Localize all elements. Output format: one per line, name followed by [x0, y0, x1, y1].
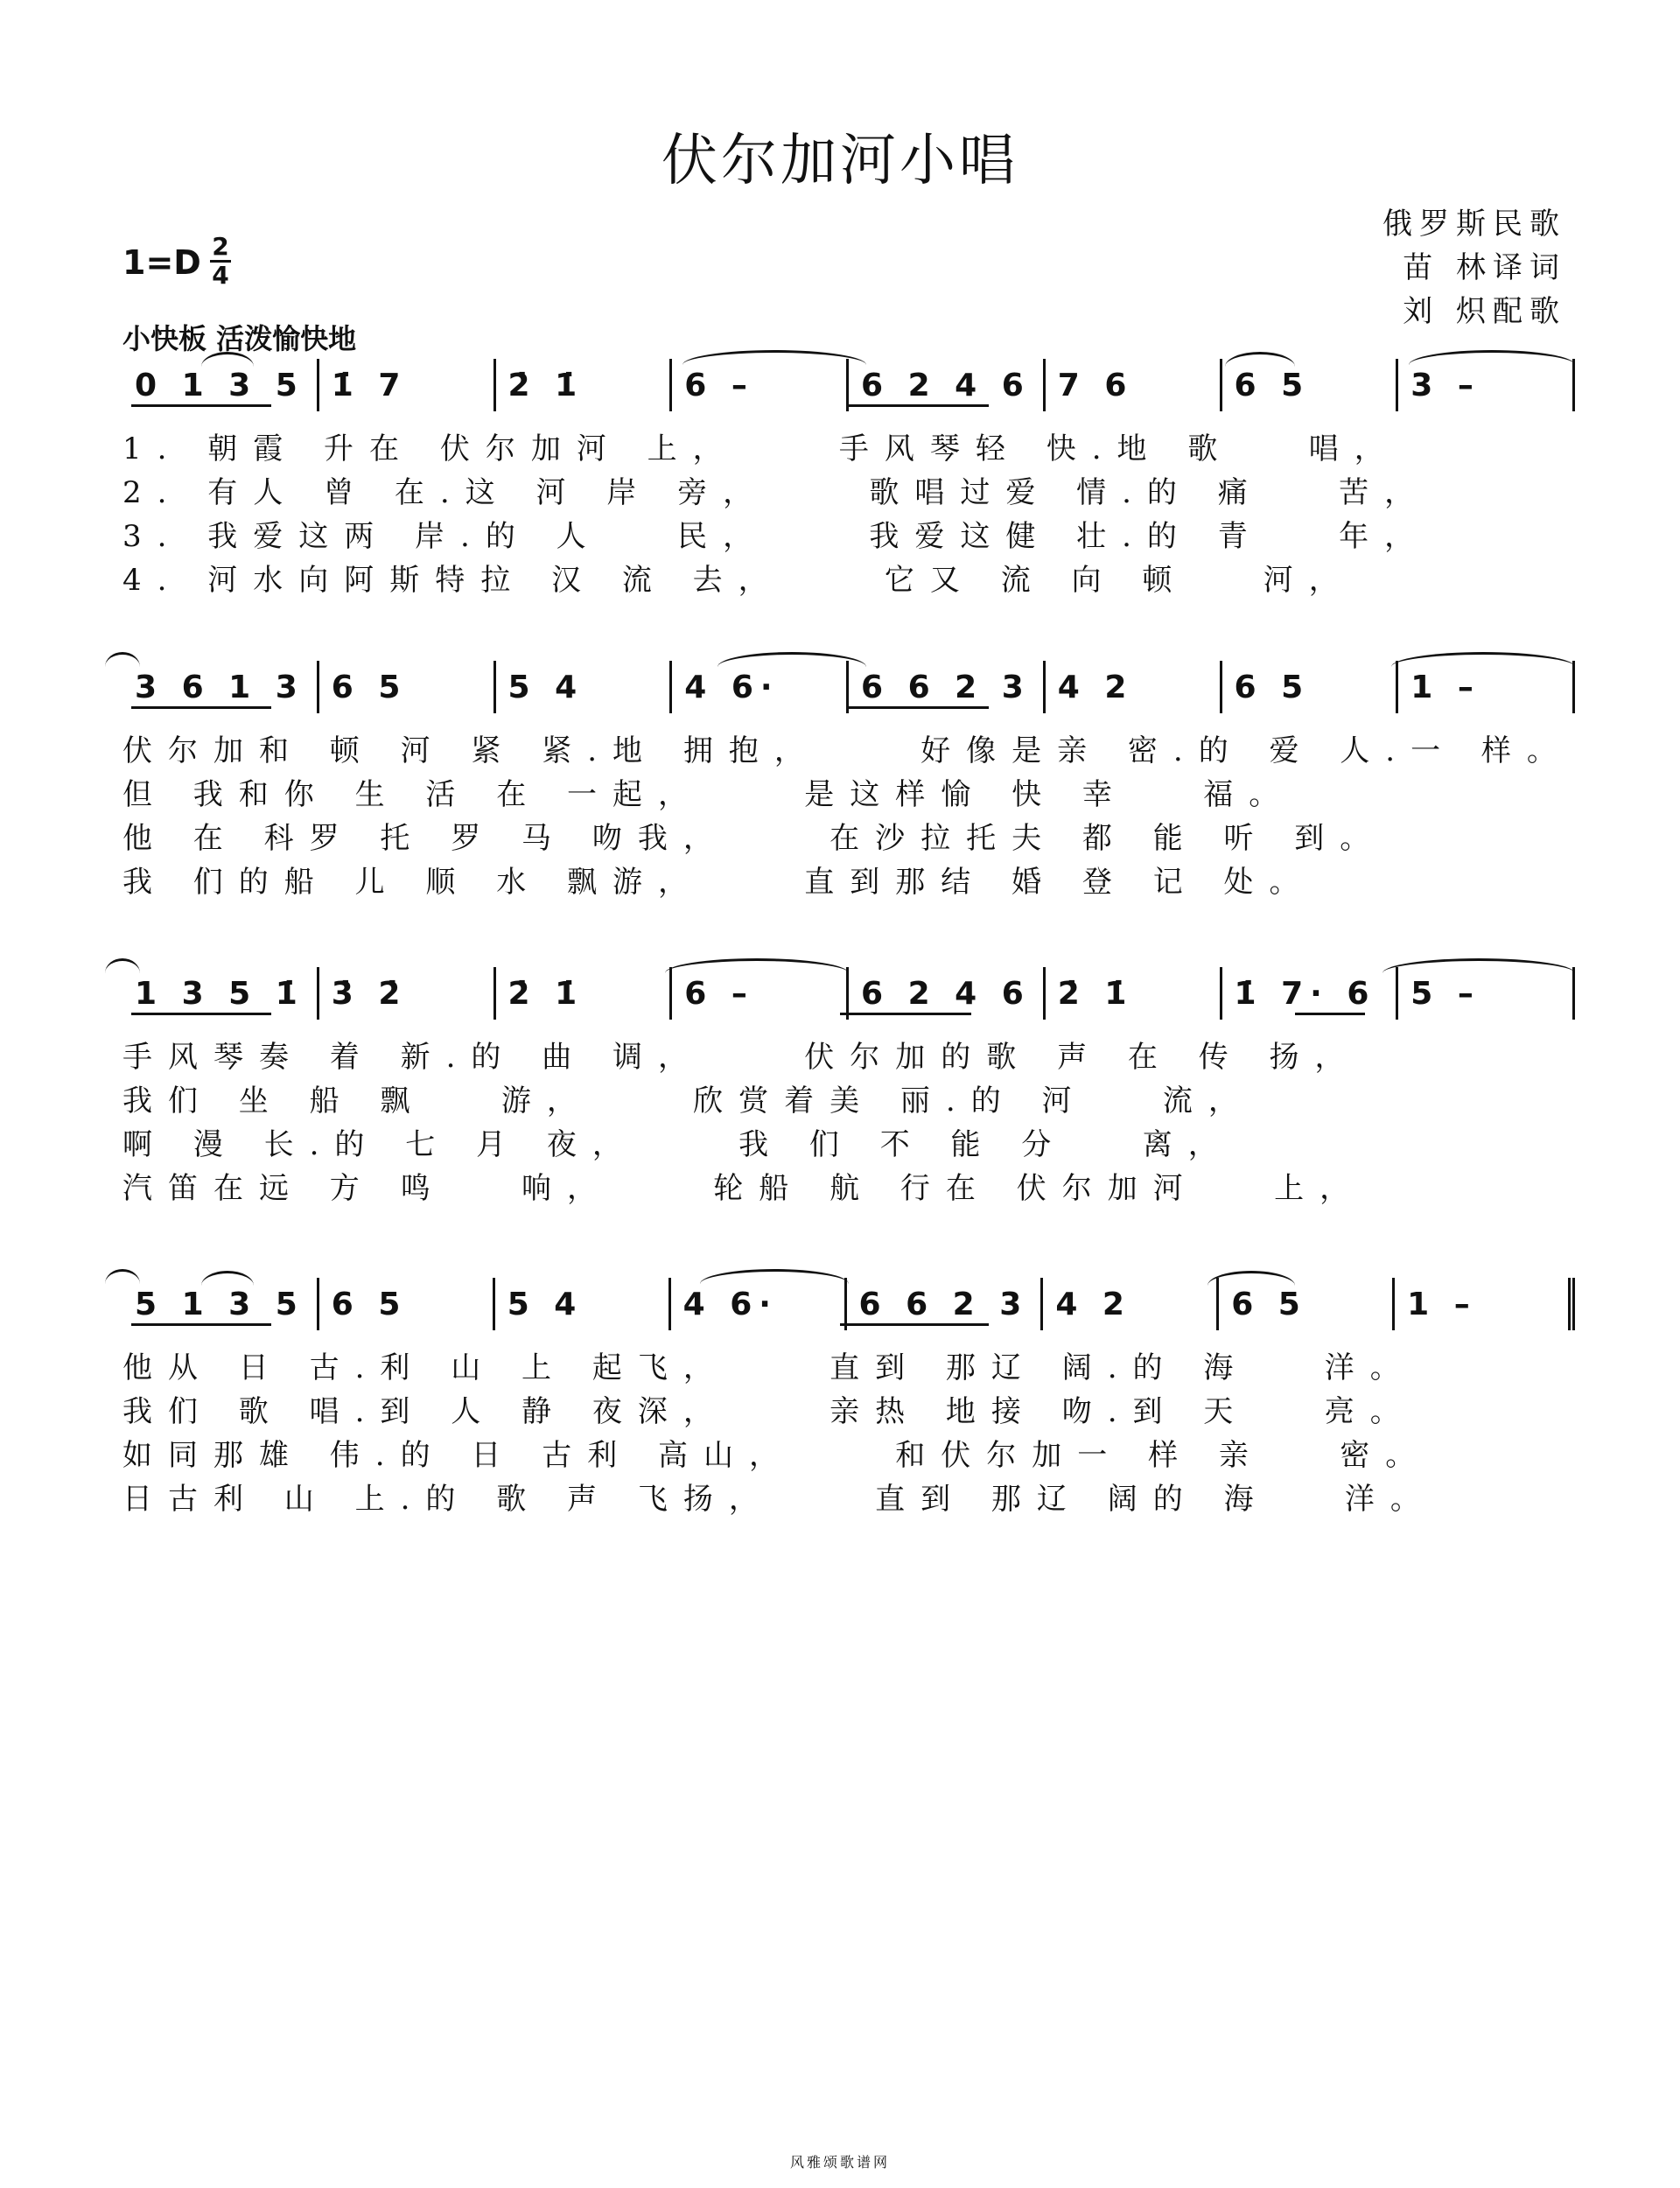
key-signature: 1=D — [122, 243, 201, 282]
slur — [201, 1271, 254, 1286]
beam — [840, 1013, 971, 1015]
time-signature-bottom: 4 — [212, 261, 229, 290]
measure: 6 2 4 6 — [849, 967, 1046, 1020]
tie — [682, 350, 866, 365]
lyric-line: 汽笛在远 方 鸣 响， 轮船 航 行在 伏尔加河 上， — [122, 1171, 1366, 1206]
lyric-line: 我 们的船 儿 顺 水 飘游， 直到那结 婚 登 记 处。 — [122, 865, 1315, 900]
measure: 2̇ 1̇ — [1046, 967, 1222, 1020]
measure: 1 – — [1398, 661, 1575, 713]
lyric-line: 伏尔加和 顿 河 紧 紧.地 拥抱， 好像是亲 密.的 爱 人.一 样。 — [122, 733, 1572, 768]
measure: 3̇ 2̇ — [319, 967, 496, 1020]
lyric-line: 手风琴奏 着 新.的 曲 调， 伏尔加的歌 声 在 传 扬， — [122, 1040, 1361, 1075]
tie — [105, 958, 140, 973]
lyrics-block — [122, 729, 1575, 904]
lyric-line: 2. 有人 曾 在.这 河 岸 旁， 歌唱过爱 情.的 痛 苦， — [122, 475, 1431, 510]
beam — [1295, 1013, 1365, 1015]
measure: 6 – — [672, 359, 849, 411]
measure-final: 1 – — [1395, 1278, 1575, 1330]
beam — [131, 1013, 271, 1015]
measure: 6 5 — [319, 1278, 495, 1330]
lyrics-block — [122, 1346, 1575, 1521]
measure: 0 1 3 5 — [122, 359, 319, 411]
measure: 5 4 — [495, 1278, 671, 1330]
notation-row — [122, 661, 1575, 713]
measure: 5 – — [1398, 967, 1575, 1020]
lyric-line: 啊 漫 长.的 七 月 夜， 我 们 不 能 分 离， — [122, 1127, 1234, 1162]
beam — [849, 404, 989, 407]
lyric-line: 4. 河水向阿斯特拉 汉 流 去， 它又 流 向 顿 河， — [122, 563, 1354, 598]
measure: 6 5 — [1219, 1278, 1395, 1330]
measure: 5 1 3 5 — [122, 1278, 319, 1330]
measure: 6 5 — [319, 661, 496, 713]
measure: 6 5 — [1222, 661, 1399, 713]
measure: 3 6 1 3 — [122, 661, 319, 713]
measure: 2̇ 1̇ — [496, 967, 673, 1020]
notation-row — [122, 359, 1575, 411]
measure: 1 3 5 1̇ — [122, 967, 319, 1020]
credit-arrangement: 刘 炽配歌 — [1403, 294, 1566, 329]
lyric-line: 我们 坐 船 飘 游， 欣赏着美 丽.的 河 流， — [122, 1083, 1254, 1119]
measure: 6 6 2 3 — [849, 661, 1046, 713]
measure: 1̇ 7 — [319, 359, 496, 411]
measure: 4 2 — [1046, 661, 1222, 713]
notation-row — [122, 1278, 1575, 1330]
credit-lyrics: 苗 林译词 — [1403, 250, 1566, 285]
song-title: 伏尔加河小唱 — [662, 129, 1018, 193]
tempo-marking: 小快板 活泼愉快地 — [122, 322, 357, 355]
lyric-line: 但 我和你 生 活 在 一起， 是这样愉 快 幸 福。 — [122, 777, 1295, 812]
lyrics-block — [122, 427, 1575, 602]
measure: 6 6 2 3 — [847, 1278, 1044, 1330]
score-system-4 — [0, 1278, 1680, 1532]
lyric-line: 他从 日 古.利 山 上 起飞， 直到 那辽 阔.的 海 洋。 — [122, 1350, 1416, 1385]
lyrics-block — [122, 1035, 1575, 1210]
beam — [840, 1323, 989, 1326]
lyric-line: 我们 歌 唱.到 人 静 夜深， 亲热 地接 吻.到 天 亮。 — [122, 1394, 1416, 1429]
slur — [1225, 352, 1295, 367]
tie — [1391, 652, 1575, 667]
measure: 4 2 — [1043, 1278, 1219, 1330]
lyric-line: 他 在 科罗 托 罗 马 吻我， 在沙拉托夫 都 能 听 到。 — [122, 821, 1386, 856]
beam — [849, 706, 989, 709]
tie — [718, 652, 866, 667]
tie — [1409, 350, 1575, 365]
lyric-line: 1. 朝霞 升在 伏尔加河 上， 手风琴轻 快.地 歌 唱， — [122, 431, 1400, 466]
score-system-1 — [0, 359, 1680, 613]
credit-origin: 俄罗斯民歌 — [1382, 207, 1566, 242]
tie — [700, 1269, 849, 1284]
measure: 4 6· — [671, 1278, 847, 1330]
tie — [665, 958, 849, 973]
beam — [131, 1323, 271, 1326]
measure: 7 6 — [1046, 359, 1222, 411]
time-signature-top: 2 — [212, 232, 229, 261]
footer-watermark: 风雅颂歌谱网 — [789, 2154, 890, 2170]
lyric-line: 日古利 山 上.的 歌 声 飞扬， 直到 那辽 阔的 海 洋。 — [122, 1482, 1436, 1517]
measure: 3 – — [1398, 359, 1575, 411]
lyric-line: 如同那雄 伟.的 日 古利 高山， 和伏尔加一 样 亲 密。 — [122, 1438, 1432, 1473]
time-signature — [210, 232, 231, 290]
notation-row — [122, 967, 1575, 1020]
measure: 1̇ 7· 6 — [1222, 967, 1399, 1020]
slur — [1208, 1271, 1295, 1286]
score-system-3 — [0, 967, 1680, 1221]
tie — [1382, 958, 1575, 973]
beam — [131, 706, 271, 709]
lyric-line: 3. 我爱这两 岸.的 人 民， 我爱这健 壮.的 青 年， — [122, 519, 1431, 554]
measure: 6 – — [672, 967, 849, 1020]
measure: 2̇ 1̇ — [496, 359, 673, 411]
score-system-2 — [0, 661, 1680, 915]
measure: 4 6· — [672, 661, 849, 713]
measure: 6 2 4 6 — [849, 359, 1046, 411]
measure: 5 4 — [496, 661, 673, 713]
beam — [131, 404, 271, 407]
tie — [105, 1269, 140, 1284]
tie — [105, 652, 140, 667]
measure: 6 5 — [1222, 359, 1399, 411]
